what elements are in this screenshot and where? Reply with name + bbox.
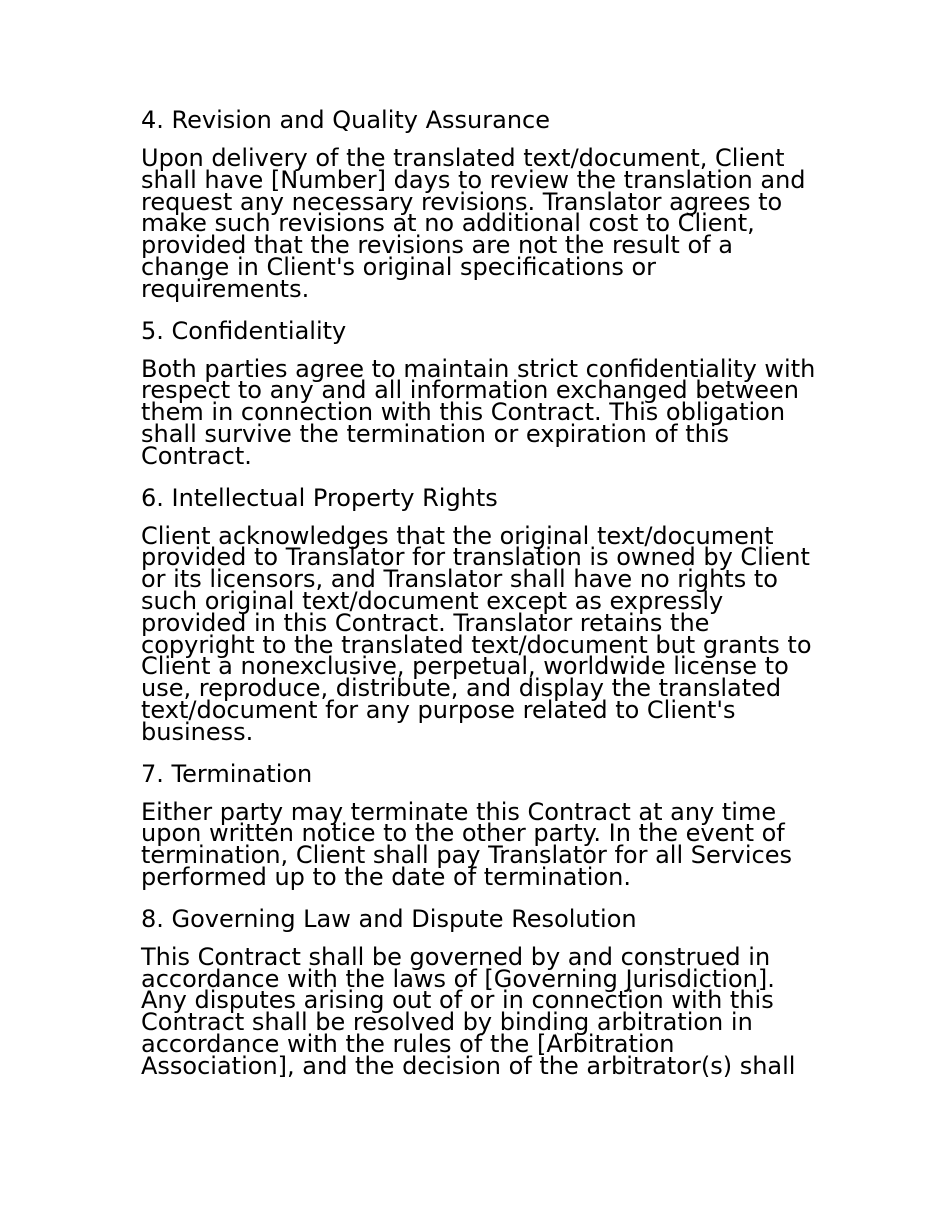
paragraph-line: This Contract shall be governed by and construed in <box>141 942 771 971</box>
paragraph-line: make such revisions at no additional cost to Client, <box>141 209 755 238</box>
paragraph-line: shall have [Number] days to review the translation and <box>141 165 806 194</box>
paragraph-line: Either party may terminate this Contract at any time <box>141 797 777 826</box>
paragraph-line: request any necessary revisions. Translator agrees to <box>141 187 783 216</box>
paragraph-line: business. <box>141 717 254 746</box>
paragraph-line: change in Client's original specifications or <box>141 252 657 281</box>
section-governing-law <box>141 903 841 1078</box>
section-heading: 7. Termination <box>141 759 313 788</box>
section-termination <box>141 758 841 889</box>
paragraph-line: Both parties agree to maintain strict confidentiality with <box>141 354 816 383</box>
paragraph-line: such original text/document except as expressly <box>141 586 724 615</box>
section-paragraph <box>141 797 841 891</box>
section-revision-quality <box>141 104 841 301</box>
paragraph-line: Client acknowledges that the original text/document <box>141 521 774 550</box>
section-paragraph <box>141 144 841 303</box>
paragraph-line: performed up to the date of termination. <box>141 862 631 891</box>
paragraph-line: or its licensors, and Translator shall have no rights to <box>141 565 778 594</box>
paragraph-line: shall survive the termination or expiration of this <box>141 419 729 448</box>
paragraph-line: accordance with the rules of the [Arbitration <box>141 1029 675 1058</box>
paragraph-line: provided in this Contract. Translator retains the <box>141 608 710 637</box>
paragraph-line: Any disputes arising out of or in connection with this <box>141 986 774 1015</box>
section-heading: 8. Governing Law and Dispute Resolution <box>141 904 637 933</box>
section-heading: 5. Confidentiality <box>141 316 347 345</box>
section-confidentiality <box>141 315 841 468</box>
paragraph-line: use, reproduce, distribute, and display the translated <box>141 674 782 703</box>
section-paragraph <box>141 942 841 1080</box>
section-heading: 6. Intellectual Property Rights <box>141 483 498 512</box>
paragraph-line: Contract shall be resolved by binding arbitration in <box>141 1008 753 1037</box>
paragraph-line: termination, Client shall pay Translator for all Services <box>141 841 792 870</box>
paragraph-line: Client a nonexclusive, perpetual, worldwide license to <box>141 652 789 681</box>
paragraph-line: Contract. <box>141 441 252 470</box>
section-intellectual-property <box>141 482 841 744</box>
paragraph-line: copyright to the translated text/document but grants to <box>141 630 812 659</box>
paragraph-line: Upon delivery of the translated text/document, Client <box>141 144 785 172</box>
paragraph-line: accordance with the laws of [Governing Jurisdiction]. <box>141 964 775 993</box>
paragraph-line: provided to Translator for translation is owned by Client <box>141 543 810 572</box>
section-paragraph <box>141 521 841 746</box>
paragraph-line: text/document for any purpose related to Client's <box>141 695 736 724</box>
section-heading: 4. Revision and Quality Assurance <box>141 106 551 134</box>
paragraph-line: provided that the revisions are not the result of a <box>141 231 733 260</box>
paragraph-line: Association], and the decision of the arbitrator(s) shall <box>141 1051 796 1080</box>
paragraph-line: requirements. <box>141 274 310 303</box>
paragraph-line: upon written notice to the other party. In the event of <box>141 819 785 848</box>
document-page <box>141 104 841 1092</box>
paragraph-line: respect to any and all information exchanged between <box>141 376 800 405</box>
section-paragraph <box>141 354 841 470</box>
paragraph-line: them in connection with this Contract. This obligation <box>141 398 786 427</box>
